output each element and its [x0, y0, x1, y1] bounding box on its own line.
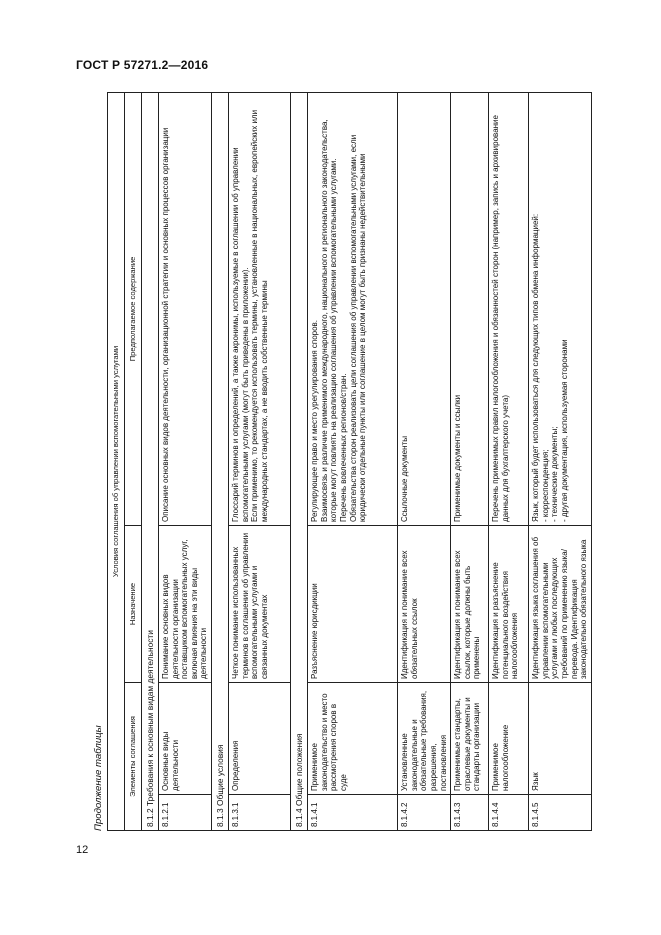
- column-header-content: Предполагаемое содержание: [125, 92, 142, 525]
- standard-header: ГОСТ Р 57271.2—2016: [76, 58, 209, 72]
- purpose-cell: Идентификация и понимание всех обязательных ссылок: [398, 526, 451, 683]
- section-row: [212, 92, 229, 830]
- element-cell: Применимое законодательство и место рассмотрения споров в суде: [308, 683, 398, 795]
- requirements-table: [107, 92, 592, 831]
- purpose-cell: Четкое понимание использованных терминов в соглашении об управлении вспомогательными услугами и связанных документах: [229, 526, 291, 683]
- element-cell: Язык: [529, 683, 592, 795]
- content-line: - корреспонденция;: [540, 449, 550, 522]
- clause-number: 8.1.4.3: [451, 795, 489, 831]
- table-row: [229, 92, 291, 830]
- content-line: Описание основных видов деятельности, организационной стратегии и основных процессов организации: [161, 127, 171, 522]
- clause-number: 8.1.4.5: [529, 795, 592, 831]
- content-line: Если применимо, то рекомендуется использовать термины, установленные в национальных, европейских или международных стандартах, а не вводить собственные термины: [250, 109, 269, 522]
- content-line: Применимые документы и ссылки: [453, 394, 463, 522]
- content-line: Регулирующее право и место урегулирования споров.: [310, 319, 320, 522]
- element-cell: Определения: [229, 683, 291, 795]
- content-cell: [229, 92, 291, 525]
- content-line: Взаимосвязь и различие применимого международного, национального и регионального законодательства, которые могут повлиять на реализацию соглашения об управлении вспомогательными услугами.: [319, 119, 339, 522]
- table-body: [142, 92, 592, 830]
- element-cell: Применимое налогообложение: [489, 683, 529, 795]
- clause-number: 8.1.4.2: [398, 795, 451, 831]
- purpose-cell: Идентификация и понимание всех ссылок, которые должны быть применены: [451, 526, 489, 683]
- content-line: - технические документы;: [550, 426, 560, 522]
- table-continuation-label: Продолжение таблицы: [93, 725, 104, 831]
- content-line: Обязательства сторон реализовать цели соглашения об управлении вспомогательными услугами, если юридически отдельные пункты или соглашение в целом могут быть признаны недействительными: [348, 134, 368, 522]
- column-header-purpose: Назначение: [125, 526, 142, 683]
- content-line: Перечень применимых правил налогообложения и обязанностей сторон (например, запись и архивирование данных для бухгалтерского учета): [491, 115, 510, 522]
- table-group-header: Условия соглашения об управлении вспомогательными услугами: [108, 92, 125, 830]
- content-cell: [529, 92, 592, 525]
- content-line: Язык, который будет использоваться для следующих типов обмена информацией:: [531, 213, 541, 522]
- purpose-cell: Разъяснение юрисдикции: [308, 526, 398, 683]
- clause-number: 8.1.4.4: [489, 795, 529, 831]
- clause-number: 8.1.3.1: [229, 795, 291, 831]
- section-row: [142, 92, 159, 830]
- table-row: [489, 92, 529, 830]
- table-row: [308, 92, 398, 830]
- content-line: Ссылочные документы: [400, 436, 410, 522]
- section-title: 8.1.3 Общие условия: [212, 92, 229, 830]
- content-cell: [308, 92, 398, 525]
- rotated-table-page: [92, 93, 589, 831]
- table-row: [451, 92, 489, 830]
- content-cell: [489, 92, 529, 525]
- purpose-cell: Понимание основных видов деятельности организации поставщиком вспомогательных услуг, включая влияния на эти виды деятельности: [159, 526, 212, 683]
- content-cell: [159, 92, 212, 525]
- element-cell: Установленные законодательные и обязательные требования, разрешения, постановления: [398, 683, 451, 795]
- page-number: 12: [76, 844, 89, 856]
- content-line: - другая документация, используемая сторонами: [559, 339, 569, 522]
- column-header-elements: Элементы соглашения: [125, 683, 142, 831]
- clause-number: 8.1.2.1: [159, 795, 212, 831]
- element-cell: Применимые стандарты, отраслевые документы и стандарты организации: [451, 683, 489, 795]
- table-row: [398, 92, 451, 830]
- table-row: [529, 92, 592, 830]
- content-line: Глоссарий терминов и определений, а также акронимы, используемые в соглашении об управлении вспомогательными услугами (могут быть приведены в приложении).: [231, 147, 250, 522]
- table-row: [159, 92, 212, 830]
- section-title: 8.1.2 Требования к основным видам деятельности: [142, 92, 159, 830]
- element-cell: Основные виды деятельности: [159, 683, 212, 795]
- clause-number: 8.1.4.1: [308, 795, 398, 831]
- content-cell: [398, 92, 451, 525]
- purpose-cell: Идентификация и разъяснение потенциального воздействия налогообложения: [489, 526, 529, 683]
- content-line: Перечень вовлеченных регионов/стран.: [338, 373, 348, 522]
- purpose-cell: Идентификация языка соглашения об управлении вспомогательными услугами и любых последующих требований по применению языка/перевода. Идентификация законодательно обязательного языка: [529, 526, 592, 683]
- section-row: [291, 92, 308, 830]
- section-title: 8.1.4 Общие положения: [291, 92, 308, 830]
- content-cell: [451, 92, 489, 525]
